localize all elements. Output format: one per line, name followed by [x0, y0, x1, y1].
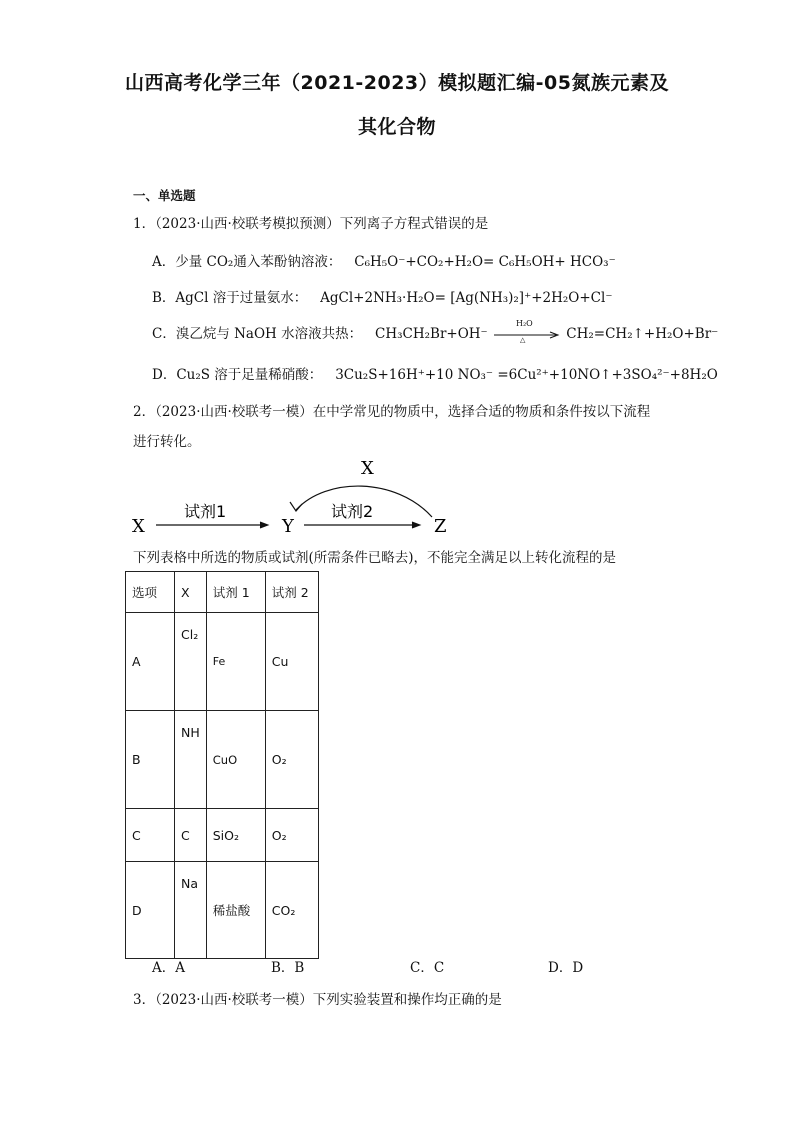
diagram-reagent2: 试剂2 — [331, 502, 374, 521]
question-3-stem: 3．（2023·山西·校联考一模）下列实验装置和操作均正确的是 — [133, 992, 502, 1008]
table-cell-reagent1: CuO — [206, 711, 265, 809]
table-cell-reagent2: O₂ — [265, 711, 318, 809]
table-cell-option: B — [126, 711, 175, 809]
reaction-condition-top: H₂O — [515, 318, 533, 328]
table-cell-reagent1: SiO₂ — [206, 809, 265, 862]
question-1-stem: 1．（2023·山西·校联考模拟预测）下列离子方程式错误的是 — [133, 216, 489, 232]
table-header-cell: 选项 — [126, 572, 175, 613]
table-header-row — [126, 572, 319, 613]
option-b-label: B．AgCl 溶于过量氨水： — [152, 290, 308, 306]
option-c-right: CH₂=CH₂↑+H₂O+Br⁻ — [566, 326, 719, 342]
options-table — [125, 571, 319, 959]
document-title-line1: 山西高考化学三年（2021-2023）模拟题汇编-05氮族元素及 — [125, 72, 669, 94]
question-1-option-b — [152, 286, 612, 306]
diagram-x-left: X — [132, 516, 145, 537]
option-b-equation: AgCl+2NH₃·H₂O= [Ag(NH₃)₂]⁺+2H₂O+Cl⁻ — [320, 290, 613, 306]
section-heading: 一、单选题 — [133, 188, 196, 203]
option-a-equation: C₆H₅O⁻+CO₂+H₂O= C₆H₅OH+ HCO₃⁻ — [354, 254, 616, 270]
table-cell-option: C — [126, 809, 175, 862]
conversion-flow-diagram — [126, 455, 466, 545]
table-row — [126, 809, 319, 862]
diagram-reagent1: 试剂1 — [184, 502, 227, 521]
diagram-y: Y — [282, 516, 294, 537]
question-1-option-a — [152, 250, 616, 270]
diagram-arrowhead-2 — [412, 522, 420, 528]
option-d-equation: 3Cu₂S+16H⁺+10 NO₃⁻ =6Cu²⁺+10NO↑+3SO₄²⁻+8H₂O — [335, 367, 718, 383]
table-cell-option: D — [126, 862, 175, 959]
table-cell-reagent2: Cu — [265, 613, 318, 711]
diagram-arrowhead-1 — [260, 522, 268, 528]
table-cell-x: NH — [175, 711, 207, 809]
question-2-table-intro: 下列表格中所选的物质或试剂(所需条件已略去)，不能完全满足以上转化流程的是 — [133, 550, 617, 566]
table-cell-reagent2: O₂ — [265, 809, 318, 862]
question-1-option-c — [152, 318, 719, 344]
table-cell-reagent2: CO₂ — [265, 862, 318, 959]
reaction-condition-bottom: △ — [519, 335, 526, 344]
table-cell-option: A — [126, 613, 175, 711]
option-c-label: C．溴乙烷与 NaOH 水溶液共热： — [152, 326, 363, 342]
table-cell-x: Cl₂ — [175, 613, 207, 711]
diagram-z: Z — [434, 516, 447, 537]
table-cell-reagent1: Fe — [206, 613, 265, 711]
answer-choice-b: B．B — [271, 960, 305, 976]
table-cell-x: C — [175, 809, 207, 862]
document-title-line2: 其化合物 — [357, 116, 436, 138]
option-a-label: A．少量 CO₂通入苯酚钠溶液： — [152, 254, 342, 270]
answer-choice-c: C．C — [410, 960, 445, 976]
diagram-x-top: X — [361, 458, 374, 479]
option-d-label: D．Cu₂S 溶于足量稀硝酸： — [152, 367, 323, 383]
table-cell-reagent1: 稀盐酸 — [206, 862, 265, 959]
table-row — [126, 613, 319, 711]
answer-choice-a: A．A — [152, 960, 185, 976]
question-2-stem-line2: 进行转化。 — [133, 434, 201, 450]
table-row — [126, 862, 319, 959]
table-header-cell: 试剂 1 — [206, 572, 265, 613]
option-c-left: CH₃CH₂Br+OH⁻ — [375, 326, 488, 342]
question-2-stem-line1: 2．（2023·山西·校联考一模）在中学常见的物质中，选择合适的物质和条件按以下流程 — [133, 404, 651, 420]
table-header-cell: X — [175, 572, 207, 613]
table-header-cell: 试剂 2 — [265, 572, 318, 613]
answer-choice-d: D．D — [548, 960, 584, 976]
arrow-icon — [492, 328, 562, 342]
table-row — [126, 711, 319, 809]
question-1-option-d — [152, 363, 718, 383]
reaction-arrow — [492, 318, 562, 344]
table-cell-x: Na — [175, 862, 207, 959]
